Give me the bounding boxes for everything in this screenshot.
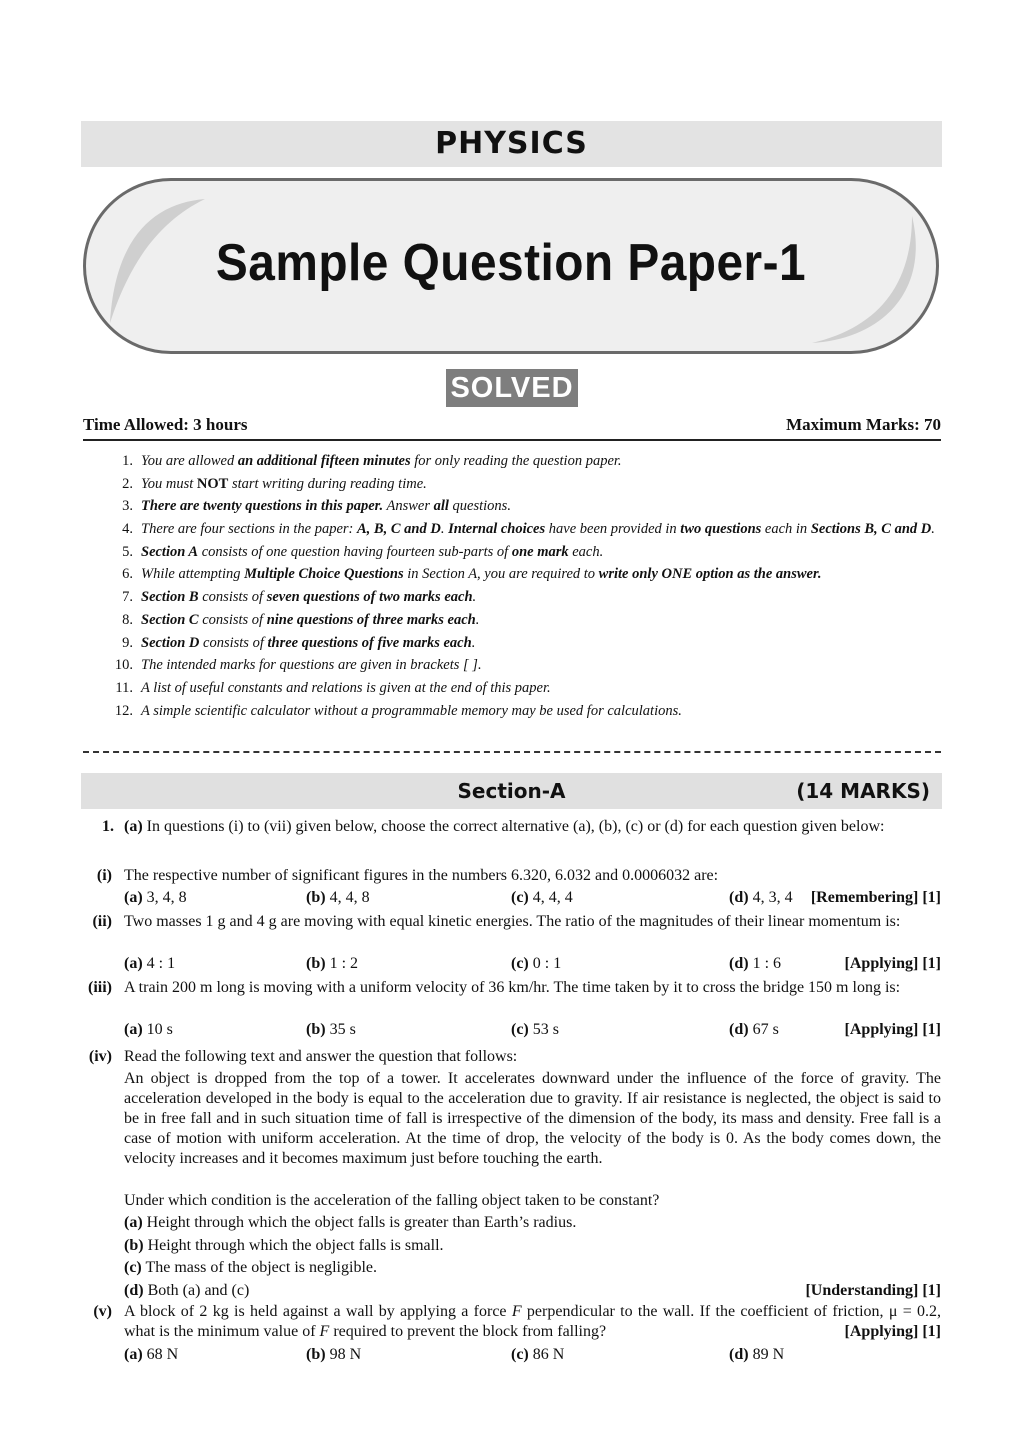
option-c: (c) 86 N	[511, 1346, 565, 1363]
instruction-item	[110, 634, 942, 652]
paper-title: Sample Question Paper-1	[215, 234, 807, 292]
instruction-number: 5.	[122, 543, 133, 560]
instruction-text: Section B consists of seven questions of two marks each.	[141, 589, 477, 606]
solved-badge: SOLVED	[446, 369, 578, 407]
marks-tag: [Applying] [1]	[844, 1021, 941, 1038]
instruction-number: 11.	[115, 679, 133, 696]
instruction-number: 12.	[114, 702, 133, 719]
instruction-text: There are twenty questions in this paper. Answer all questions.	[141, 498, 511, 515]
question-number: (v)	[93, 1303, 112, 1320]
instruction-number: 4.	[122, 521, 133, 538]
question-number: 1.	[102, 818, 114, 835]
instruction-text: You must NOT start writing during reading time.	[141, 475, 427, 492]
option-b: (b) 1 : 2	[306, 955, 359, 972]
instruction-text: Section D consists of three questions of five marks each.	[141, 634, 476, 651]
option-a: (a) 4 : 1	[124, 955, 176, 972]
passage-text: An object is dropped from the top of a tower. It accelerates downward under the influence of the force of gravity. The acceleration developed in the body is equal to the acceleration due to gravity. If air resistance is neglected, the object is said to be in free fall and in such situation time of fall is irrespective of the dimension of the body, its mass and density. Free fall is a case of motion with uniform acceleration. At the time of drop, the velocity of the body is 0. As the body comes down, the velocity increases and it becomes maximum just before touching the earth.	[124, 1070, 941, 1167]
option-a: (a) 10 s	[124, 1021, 173, 1038]
subject-heading: PHYSICS	[81, 121, 942, 167]
marks-tag: [Remembering] [1]	[810, 889, 941, 906]
instruction-number: 10.	[114, 657, 133, 674]
option-b: (b) 35 s	[306, 1021, 356, 1038]
instruction-item	[110, 565, 942, 583]
option-d: (d) 4, 3, 4	[729, 889, 793, 906]
option-a: (a) 68 N	[124, 1346, 179, 1363]
question-1-intro: In questions (i) to (vii) given below, choose the correct alternative (a), (b), (c) or (d) for each question given below:	[146, 818, 885, 835]
instruction-item	[110, 520, 942, 538]
marks-tag: [Understanding] [1]	[805, 1281, 941, 1299]
maximum-marks: Maximum Marks: 70	[786, 415, 941, 434]
instruction-text: Section C consists of nine questions of three marks each.	[141, 611, 480, 628]
option-a: (a) 3, 4, 8	[124, 889, 187, 906]
option-c: (c) 4, 4, 4	[511, 889, 573, 906]
instruction-number: 9.	[122, 634, 133, 651]
instruction-item	[110, 702, 942, 720]
question-text: Two masses 1 g and 4 g are moving with equal kinetic energies. The ratio of the magnitudes of their linear momentum is:	[124, 913, 901, 930]
instruction-number: 8.	[122, 611, 133, 628]
question-text: A block of 2 kg is held against a wall by applying a force F perpendicular to the wall. If the coefficient of friction, μ = 0.2, what is the minimum value of F required to prevent the block from falling?	[124, 1303, 942, 1340]
option-c: (c) 0 : 1	[511, 955, 562, 972]
option-b: (b) 4, 4, 8	[306, 889, 370, 906]
option-a: (a) Height through which the object falls is greater than Earth’s radius.	[124, 1214, 577, 1231]
instruction-text: The intended marks for questions are given in brackets [ ].	[141, 657, 482, 674]
instruction-text: Section A consists of one question having fourteen sub-parts of one mark each.	[141, 543, 604, 560]
instruction-item	[110, 543, 942, 561]
option-c: (c) The mass of the object is negligible.	[124, 1259, 377, 1276]
option-d: (d) 89 N	[729, 1346, 785, 1363]
instruction-item	[110, 497, 942, 515]
section-title: Section-A	[457, 779, 566, 803]
option-d: (d) Both (a) and (c)	[124, 1281, 250, 1299]
instruction-item	[110, 611, 942, 629]
instruction-number: 3.	[122, 498, 133, 515]
dashed-divider	[83, 751, 941, 753]
instruction-item	[110, 452, 942, 470]
instruction-item	[110, 475, 942, 493]
instruction-item	[110, 656, 942, 674]
question-number: (iii)	[88, 979, 112, 996]
instruction-item	[110, 588, 942, 606]
question-text: A train 200 m long is moving with a uniform velocity of 36 km/hr. The time taken by it to cross the bridge 150 m long is:	[124, 979, 901, 996]
marks-tag: [Applying] [1]	[844, 955, 941, 972]
instruction-number: 6.	[122, 566, 133, 583]
option-c: (c) 53 s	[511, 1021, 559, 1038]
instructions-list	[110, 452, 942, 724]
question-text: The respective number of significant figures in the numbers 6.320, 6.032 and 0.0006032 are:	[124, 867, 719, 884]
section-marks: (14 MARKS)	[796, 779, 930, 803]
question-number: (iv)	[88, 1048, 112, 1065]
question-number: (i)	[96, 867, 112, 884]
instruction-number: 2.	[122, 475, 133, 492]
instruction-number: 1.	[122, 453, 133, 469]
question-number: (ii)	[92, 913, 112, 930]
instruction-text: You are allowed an additional fifteen minutes for only reading the question paper.	[141, 453, 622, 469]
marks-tag: [Applying] [1]	[844, 1323, 941, 1340]
question-lead: Read the following text and answer the question that follows:	[124, 1048, 518, 1065]
instruction-number: 7.	[122, 589, 133, 606]
title-frame	[83, 178, 939, 354]
instruction-text: A list of useful constants and relations is given at the end of this paper.	[141, 679, 551, 696]
section-header	[81, 773, 942, 809]
instruction-item	[110, 679, 942, 697]
option-b: (b) 98 N	[306, 1346, 362, 1363]
meta-row	[83, 413, 941, 441]
option-d: (d) 67 s	[729, 1021, 779, 1038]
instruction-text: There are four sections in the paper: A, B, C and D. Internal choices have been provided in two questions each in Sections B, C and D.	[141, 521, 935, 538]
question-text: Under which condition is the acceleration of the falling object taken to be constant?	[124, 1192, 660, 1209]
time-allowed: Time Allowed: 3 hours	[83, 415, 248, 434]
instruction-text: A simple scientific calculator without a programmable memory may be used for calculations.	[141, 702, 682, 719]
option-d: (d) 1 : 6	[729, 955, 782, 972]
instruction-text: While attempting Multiple Choice Questions in Section A, you are required to write only ONE option as the answer.	[141, 566, 822, 583]
part-label: (a)	[124, 818, 143, 835]
option-b: (b) Height through which the object falls is small.	[124, 1236, 444, 1254]
